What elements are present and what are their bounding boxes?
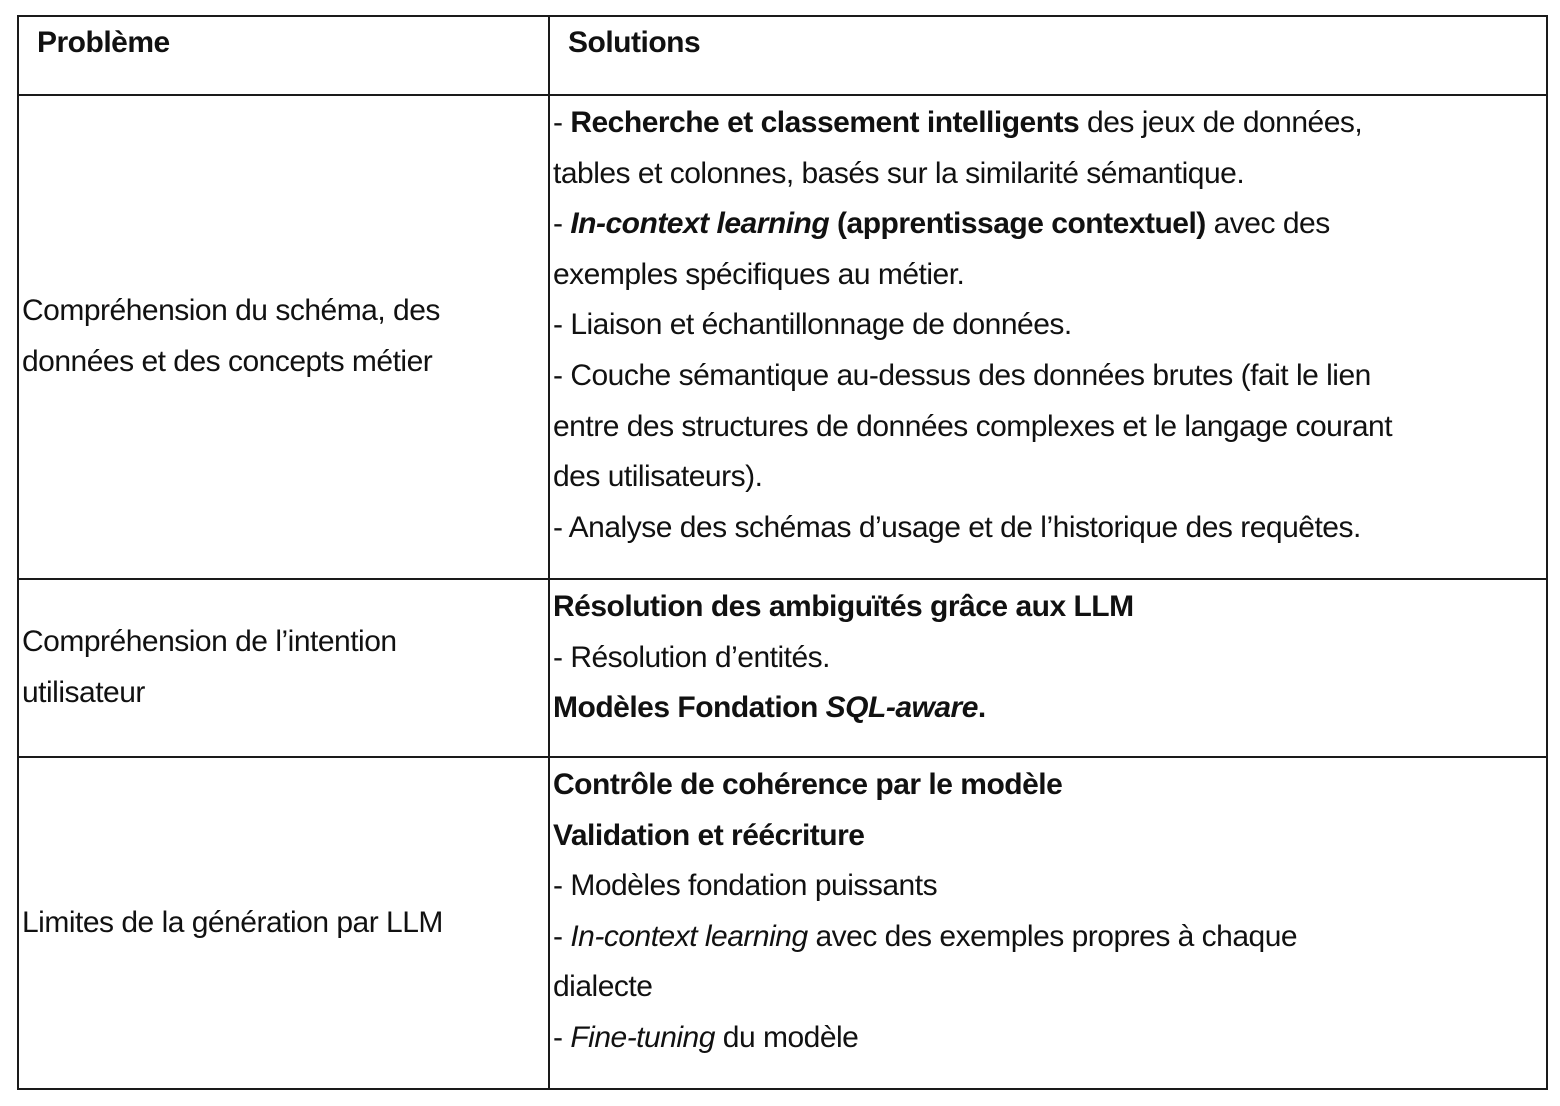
comparison-table (17, 15, 1548, 1090)
solution-line: - Analyse des schémas d’usage et de l’historique des requêtes. (553, 510, 1361, 544)
problem-text: Compréhension de l’intention utilisateur (22, 625, 397, 709)
solutions-cell (549, 95, 1547, 579)
problem-cell (18, 579, 549, 757)
solution-line: des utilisateurs). (553, 460, 763, 494)
solution-line: Contrôle de cohérence par le modèle (553, 768, 1063, 801)
header-solutions-label: Solutions (568, 26, 701, 59)
solution-line: - In-context learning avec des exemples propres à chaque (553, 919, 1298, 953)
header-row (18, 16, 1547, 95)
problem-cell (18, 757, 549, 1089)
solution-line: - Liaison et échantillonnage de données. (553, 308, 1072, 342)
solution-line: tables et colonnes, basés sur la similarité sémantique. (553, 156, 1245, 190)
solution-line: Validation et réécriture (553, 818, 865, 852)
problem-text: Limites de la génération par LLM (22, 905, 443, 939)
solutions-cell (549, 579, 1547, 757)
solution-line: entre des structures de données complexes et le langage courant (553, 409, 1393, 443)
solution-line: Modèles Fondation SQL-aware. (553, 691, 986, 725)
solution-line: - Modèles fondation puissants (553, 869, 938, 903)
header-problem-label: Problème (37, 26, 170, 59)
table-row (18, 757, 1547, 1089)
solution-line: Résolution des ambiguïtés grâce aux LLM (553, 590, 1134, 623)
header-problem (18, 16, 549, 95)
problem-text: Compréhension du schéma, des données et des concepts métier (22, 294, 440, 378)
solutions-cell (549, 757, 1547, 1089)
solution-line: - In-context learning (apprentissage contextuel) avec des (553, 207, 1330, 241)
solution-line: - Couche sémantique au-dessus des données brutes (fait le lien (553, 358, 1371, 392)
problem-cell (18, 95, 549, 579)
solution-line: - Fine-tuning du modèle (553, 1020, 859, 1054)
solution-line: - Recherche et classement intelligents des jeux de données, (553, 106, 1363, 139)
solution-line: - Résolution d’entités. (553, 640, 830, 674)
header-solutions (549, 16, 1547, 95)
table-row (18, 579, 1547, 757)
solution-line: dialecte (553, 970, 653, 1004)
solution-line: exemples spécifiques au métier. (553, 257, 965, 291)
table-row (18, 95, 1547, 579)
